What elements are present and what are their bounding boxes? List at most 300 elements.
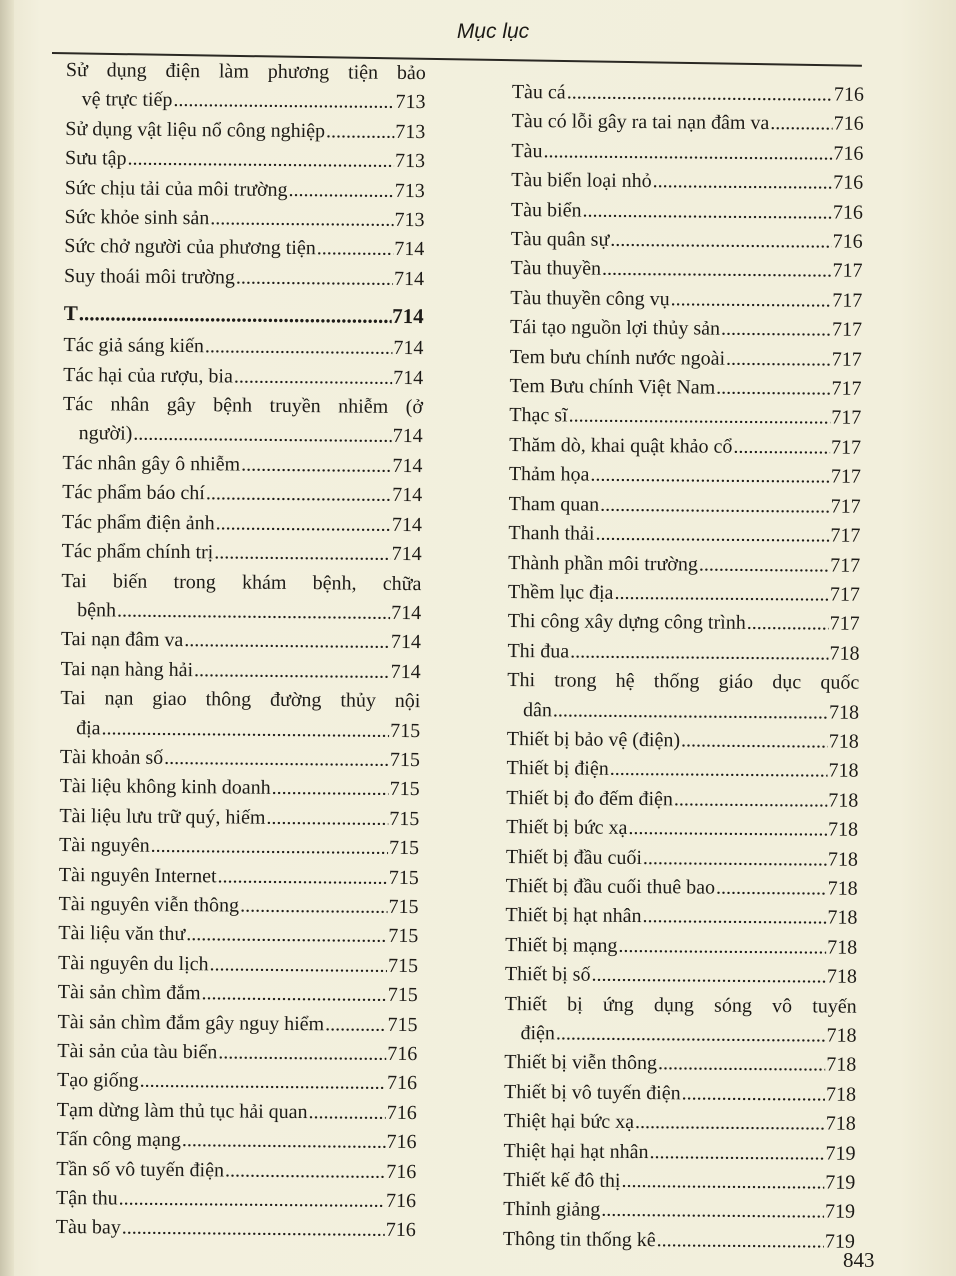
index-entry (506, 813, 858, 845)
index-entry-line: Tai biến trong khám bệnh, chữa (61, 569, 422, 595)
index-entry-page: 714 (393, 337, 424, 360)
index-entry-page: 716 (386, 1072, 418, 1095)
index-entry-page: 718 (827, 906, 858, 930)
index-entry-line (61, 596, 421, 629)
index-entry-page: 717 (832, 259, 863, 283)
index-entry-term: Thỉnh giảng (503, 1198, 601, 1222)
index-entry-line (503, 1166, 855, 1198)
dot-leader (266, 804, 388, 834)
index-entry-term: Tàu biển (510, 198, 582, 222)
index-entry (56, 1184, 416, 1217)
dot-leader (133, 420, 392, 452)
index-entry-term: Tạo giống (56, 1069, 139, 1093)
index-entry (56, 1213, 416, 1246)
index-entry (65, 56, 425, 118)
index-entry (506, 872, 858, 904)
index-entry-term: Tận thu (55, 1186, 118, 1210)
index-entry-page: 716 (387, 1042, 418, 1066)
index-entry-line (58, 978, 418, 1011)
index-entry-page: 715 (388, 925, 419, 948)
index-entry (57, 1096, 417, 1129)
index-entry (62, 508, 422, 541)
index-entry-line (57, 1096, 417, 1129)
index-entry-line (509, 460, 861, 492)
dot-leader (173, 86, 394, 117)
index-entry (505, 931, 857, 963)
index-entry (59, 861, 419, 894)
index-entry-line (62, 508, 422, 541)
dot-leader (649, 1138, 824, 1169)
index-entry-line (59, 861, 419, 894)
index-entry-page: 714 (392, 484, 423, 507)
index-section-heading (64, 295, 424, 334)
index-entry (510, 284, 862, 316)
index-entry-term: Thi công xây dựng công trình (507, 610, 746, 635)
index-entry-line (56, 1213, 416, 1246)
dot-leader (570, 637, 829, 668)
index-entry-term: vệ trực tiếp (81, 88, 173, 112)
index-entry-line (506, 754, 858, 786)
index-entry-page: 715 (390, 719, 421, 742)
index-entry-page: 719 (825, 1142, 856, 1165)
dot-leader (614, 579, 829, 610)
index-entry-term: Tài nguyên Internet (58, 863, 217, 887)
index-entry (64, 232, 424, 265)
dot-leader (241, 450, 392, 481)
index-entry-line (510, 254, 862, 286)
index-entry-line (60, 743, 420, 776)
index-entry-page: 719 (825, 1171, 856, 1194)
index-entry-term: Thạc sĩ (509, 404, 568, 427)
index-entry-term: Tác hại của rượu, bia (63, 363, 233, 388)
dot-leader (317, 235, 394, 265)
index-entry-term: Tham quan (508, 492, 600, 516)
index-entry-term: Tác phẩm điện ảnh (61, 510, 215, 535)
index-entry (507, 666, 859, 728)
index-entry-line (56, 1184, 416, 1217)
index-entry-page: 716 (385, 1219, 416, 1242)
index-entry-page: 716 (385, 1189, 417, 1213)
index-entry-page: 718 (828, 701, 860, 724)
index-entry-page: 716 (833, 171, 864, 194)
index-entry (503, 1137, 855, 1169)
index-entry-term: bệnh (77, 599, 117, 622)
index-entry-term: Thông tin thống kê (502, 1227, 656, 1252)
index-entry (64, 203, 424, 236)
index-entry-line (504, 1048, 856, 1080)
index-entry (512, 78, 864, 110)
index-entry-term: Thiệt hại bức xạ (503, 1110, 635, 1134)
dot-leader (643, 844, 827, 875)
index-entry-term: Thảm họa (508, 463, 590, 486)
dot-leader (272, 774, 389, 804)
dot-leader (119, 1185, 386, 1217)
dot-leader (590, 461, 830, 492)
index-entry-term: Thiết bị hạt nhân (505, 904, 642, 928)
index-entry (64, 262, 424, 295)
index-entry-line (58, 890, 418, 923)
index-entry-line (57, 1066, 417, 1099)
index-entry-page: 714 (392, 425, 423, 448)
index-entry-line (503, 1137, 855, 1169)
index-entry-page: 715 (389, 837, 420, 860)
index-entry (510, 343, 862, 375)
index-entry-page: 718 (826, 1053, 857, 1077)
index-entry-line (509, 490, 861, 522)
dot-leader (117, 596, 390, 628)
dot-leader (214, 538, 391, 569)
index-entry-line: Thi trong hệ thống giáo dục quốc (507, 669, 860, 694)
index-entry (504, 990, 856, 1052)
dot-leader (122, 1214, 385, 1246)
index-entry-page: 717 (829, 612, 860, 636)
index-entry-page: 713 (394, 208, 425, 232)
index-entry-page: 715 (389, 748, 420, 772)
index-entry-page: 714 (390, 660, 421, 683)
index-entry-line (511, 137, 863, 169)
dot-leader (601, 1196, 824, 1227)
dot-leader (770, 109, 833, 139)
index-entry (62, 478, 422, 511)
index-entry-term: Tem bưu chính nước ngoài (509, 345, 726, 370)
index-entry-page: 715 (388, 895, 419, 919)
dot-leader (602, 255, 832, 286)
index-entry-line: Sử dụng điện làm phương tiện bảo (65, 58, 426, 85)
index-column-right (503, 78, 864, 1257)
index-entry-line (58, 949, 418, 982)
index-entry-term: Thanh thải (508, 522, 595, 545)
index-entry-page: 716 (386, 1101, 417, 1124)
index-entry (65, 174, 425, 207)
index-entry-line (59, 802, 419, 835)
dot-leader (127, 145, 394, 177)
index-entry-page: 717 (831, 377, 862, 400)
index-entry-line (64, 262, 424, 295)
index-entry-page: 718 (827, 848, 858, 871)
dot-leader (79, 295, 392, 334)
index-entry-term: Sử dụng vật liệu nổ công nghiệp (65, 117, 326, 143)
index-entry (60, 743, 420, 776)
index-entry-term: Thiết bị viễn thông (504, 1051, 658, 1075)
index-entry (58, 978, 418, 1011)
index-entry (504, 1107, 856, 1139)
index-entry-term: Thiết bị điện (506, 757, 609, 781)
index-entry (511, 196, 863, 228)
index-entry-line (508, 578, 860, 610)
index-entry (511, 137, 863, 169)
index-entry (506, 784, 858, 816)
index-entry-page: 718 (828, 730, 859, 753)
index-entry-term: Tài nguyên du lịch (57, 951, 209, 976)
index-entry-page: 718 (826, 965, 858, 988)
index-entry-term: Tài khoản số (59, 745, 164, 769)
index-entry (56, 1125, 416, 1158)
dot-leader (326, 117, 395, 147)
dot-leader (140, 1067, 387, 1099)
index-entry-page: 718 (825, 1112, 856, 1135)
index-entry-term: Thiệt hại hạt nhân (503, 1139, 649, 1163)
dot-leader (657, 1226, 824, 1257)
index-entry-page: 718 (827, 936, 858, 959)
index-entry-term: Sức chở người của phương tiện (64, 235, 316, 260)
index-entry-page: 714 (393, 267, 425, 290)
index-entry-page: 714 (391, 542, 422, 566)
dot-leader (205, 332, 393, 363)
index-entry-line (511, 196, 863, 228)
index-entry-term: người) (78, 422, 133, 446)
dot-leader (216, 509, 392, 540)
index-entry-term: Tem Bưu chính Việt Nam (509, 375, 716, 399)
index-entry (61, 655, 421, 688)
index-entry-line (61, 625, 421, 658)
index-entry-term: Thiết bị đầu cuối (505, 845, 643, 869)
index-entry (512, 107, 864, 139)
index-entry-line (64, 295, 424, 334)
index-entry-term: Tàu cá (511, 80, 566, 104)
index-entry (62, 449, 422, 482)
index-entry-term: Tài sản chìm đắm gây nguy hiểm (57, 1010, 325, 1035)
index-entry-page: 717 (832, 289, 863, 312)
index-entry (59, 802, 419, 835)
index-entry (62, 537, 422, 570)
index-entry-line: Tác nhân gây bệnh truyền nhiễm (ở (62, 393, 424, 419)
index-entry-term: Tai nạn hàng hải (60, 657, 194, 681)
index-entry-term: Tài liệu lưu trữ quý, hiếm (59, 804, 266, 829)
index-entry-term: Tấn công mạng (56, 1128, 182, 1152)
index-entry-term: Thiết bị vô tuyến điện (503, 1080, 681, 1105)
index-entry-page: 713 (395, 91, 426, 114)
index-entry-page: 719 (824, 1230, 855, 1253)
index-entry (57, 1066, 417, 1099)
index-entry-term: Tái tạo nguồn lợi thủy sản (509, 316, 721, 340)
index-entry (508, 578, 860, 610)
dot-leader (628, 814, 827, 845)
index-entry-line (62, 449, 422, 482)
index-entry (506, 754, 858, 786)
index-entry-term: dân (522, 698, 553, 721)
dot-leader (308, 1098, 385, 1128)
index-entry-line (506, 843, 858, 875)
dot-leader (567, 78, 833, 109)
index-entry-term: Thiết kế đô thị (503, 1168, 621, 1192)
index-entry (509, 372, 861, 404)
index-entry-page: 716 (386, 1160, 417, 1183)
index-entry (509, 401, 861, 433)
index-entry (65, 144, 425, 177)
dot-leader (288, 176, 393, 206)
dot-leader (595, 520, 829, 551)
index-entry-page: 714 (391, 513, 423, 536)
dot-leader (591, 961, 826, 992)
index-entry (58, 890, 418, 923)
index-entry-page: 716 (832, 201, 864, 224)
index-entry-page: 719 (825, 1200, 856, 1224)
index-entry-term: Thi đua (507, 639, 570, 663)
index-entry-term: Tạm dừng làm thủ tục hải quan (56, 1098, 308, 1123)
index-entry (63, 361, 423, 394)
index-entry (508, 548, 860, 580)
index-entry-page: 714 (392, 454, 423, 478)
index-entry-line (63, 361, 423, 394)
index-entry-page: 718 (829, 642, 860, 665)
index-entry-term: Thiết bị mạng (505, 933, 618, 957)
index-entry-term: Tàu quân sự (510, 228, 610, 251)
index-entry-page: 715 (389, 807, 420, 830)
dot-leader (553, 696, 828, 728)
index-entry-line (505, 931, 857, 963)
index-entry-page: 717 (830, 554, 861, 577)
index-entry (505, 901, 857, 933)
index-entry-term: Sưu tập (65, 147, 127, 170)
index-entry-page: 715 (387, 954, 419, 977)
index-entry (509, 460, 861, 492)
dot-leader (716, 874, 827, 904)
index-entry-line (60, 714, 420, 747)
index-entry-page: 716 (386, 1131, 417, 1154)
index-entry-line (509, 372, 861, 404)
index-entry-line (63, 419, 423, 452)
dot-leader (184, 626, 390, 657)
index-entry-line (59, 831, 419, 864)
index-entry-line (510, 313, 862, 345)
index-entry-page: 718 (828, 759, 859, 783)
index-entry-line (64, 203, 424, 236)
index-entry-line: Thiết bị ứng dụng sóng vô tuyến (504, 992, 857, 1018)
index-entry (505, 960, 857, 992)
index-entry (63, 331, 423, 364)
index-entry-page: 715 (389, 778, 420, 801)
index-entry-line (508, 519, 860, 551)
index-entry-term: Tài liệu không kinh doanh (59, 775, 271, 800)
index-entry (503, 1166, 855, 1198)
index-entry-page: 715 (388, 866, 419, 889)
dot-leader (674, 785, 828, 816)
index-entry-term: Tác nhân gây ô nhiễm (62, 451, 241, 476)
index-entry-page: 717 (831, 436, 862, 459)
index-entry-line (504, 1107, 856, 1139)
index-entry-term: Tác phẩm báo chí (62, 481, 206, 505)
index-entry (58, 949, 418, 982)
index-entry-term: Tàu bay (55, 1216, 121, 1239)
index-entry-page: 716 (833, 142, 864, 165)
index-entry-line (510, 284, 862, 316)
index-entry (506, 843, 858, 875)
index-entry-term: Thiết bị bức xạ (506, 816, 628, 840)
dot-leader (747, 609, 829, 639)
index-entry-page: 716 (832, 230, 863, 253)
dot-leader (209, 950, 387, 981)
index-entry-term: Thiết bị đầu cuối thuê bao (505, 874, 716, 899)
dot-leader (543, 137, 832, 169)
index-entry-page: 714 (394, 238, 425, 261)
index-entry-term: Thăm dò, khai quật khảo cổ (509, 433, 733, 458)
index-entry-line (506, 784, 858, 816)
dot-leader (681, 726, 828, 757)
index-entry (59, 831, 419, 864)
dot-leader (569, 402, 831, 433)
dot-leader (699, 550, 830, 580)
dot-leader (234, 362, 393, 393)
dot-leader (610, 755, 828, 786)
dot-leader (658, 1050, 825, 1081)
index-entry-term: Sức khỏe sinh sản (64, 206, 210, 230)
dot-leader (621, 1167, 824, 1198)
index-entry-term: Sức chịu tải của môi trường (64, 176, 288, 201)
index-entry-line (511, 225, 863, 257)
index-entry-line (63, 331, 423, 364)
book-spine-shadow (0, 0, 14, 1276)
index-entry-line (57, 1037, 417, 1070)
index-entry-line (504, 1078, 856, 1110)
index-entry-page: 713 (395, 120, 426, 143)
index-entry-line (59, 772, 419, 805)
dot-leader (671, 285, 832, 316)
dot-leader (582, 196, 832, 227)
index-entry-line (56, 1125, 416, 1158)
index-entry-line (506, 813, 858, 845)
index-entry-term: Tai nạn đâm va (60, 628, 184, 652)
index-entry (508, 607, 860, 639)
index-entry-term: Tác phẩm chính trị (61, 540, 214, 564)
index-entry-line (505, 960, 857, 992)
index-entry-line (505, 901, 857, 933)
dot-leader (240, 892, 388, 923)
index-entry-line (504, 1019, 856, 1051)
index-entry (60, 684, 420, 746)
index-entry-line (65, 174, 425, 207)
index-entry (503, 1225, 855, 1257)
index-entry (509, 431, 861, 463)
index-entry-page: 718 (828, 789, 859, 812)
index-entry-page: 714 (393, 366, 424, 389)
index-entry-term: điện (520, 1022, 556, 1045)
index-entry-line (64, 232, 424, 265)
index-entry (61, 566, 421, 628)
dot-leader (206, 480, 392, 511)
index-entry (503, 1195, 855, 1227)
index-entry-term: Thềm lục địa (507, 580, 614, 604)
index-entry (507, 637, 859, 669)
index-entry-page: 717 (830, 465, 861, 489)
index-entry-term: Thành phần môi trường (508, 551, 698, 575)
index-entry-page: 716 (833, 83, 864, 106)
index-entry-line (56, 1155, 416, 1188)
index-entry-term: Tác giả sáng kiến (63, 334, 205, 358)
dot-leader (218, 1038, 386, 1069)
index-entry (61, 625, 421, 658)
index-entry-term: Tài liệu văn thư (58, 922, 186, 946)
index-entry-line (509, 401, 861, 433)
dot-leader (217, 862, 388, 893)
dot-leader (726, 344, 831, 374)
index-entry (504, 1078, 856, 1110)
index-entry-page: 717 (831, 318, 863, 342)
index-entry-page: 714 (390, 631, 421, 654)
dot-leader (556, 1019, 826, 1051)
index-entry-term: Thiết bị đo đếm điện (506, 786, 674, 811)
index-entry-page: 718 (825, 1083, 857, 1106)
index-entry-term: Tàu thuyền công vụ (510, 286, 670, 311)
index-entry-page: 717 (830, 495, 861, 518)
dot-leader (164, 744, 389, 775)
dot-leader (600, 490, 830, 521)
index-entry-term: Tài sản của tàu biển (57, 1039, 218, 1064)
dot-leader (653, 167, 833, 198)
index-entry (63, 390, 423, 452)
dot-leader (201, 979, 387, 1010)
index-entry-line (509, 431, 861, 463)
index-entry-line (57, 1008, 417, 1041)
